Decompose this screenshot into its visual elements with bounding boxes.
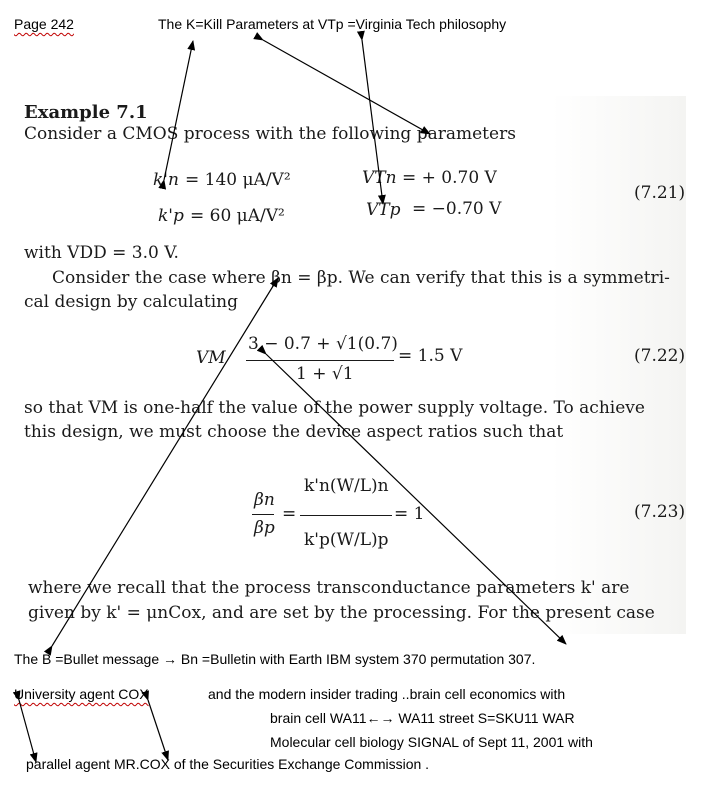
vm-result: = 1.5 V: [398, 346, 463, 366]
vdd-line: with VDD = 3.0 V.: [24, 243, 179, 263]
equation-number-721: (7.21): [634, 183, 686, 203]
equation-number-723: (7.23): [634, 502, 686, 522]
beta-fraction-bar: [252, 514, 274, 515]
arrow-university-left: [19, 700, 36, 762]
ratio-fraction-bar: [300, 515, 392, 516]
arrow-cox-to-mrcox: [148, 700, 168, 760]
ratio-denominator: k'p(W/L)p: [304, 530, 389, 550]
intro-text: Consider a CMOS process with the following parameters: [24, 124, 516, 144]
note-line-insider-trading: and the modern insider trading ..brain cell economics with: [208, 686, 566, 702]
kn-label: k'n: [153, 170, 179, 190]
paragraph-transconductance-line2: given by k' = μnCox, and are set by the processing. For the present case: [28, 603, 655, 623]
beta-n: βn: [254, 490, 275, 510]
note-line-bullet: The B =Bullet message → Bn =Bulletin with Earth IBM system 370 permutation 307.: [14, 651, 536, 667]
ratio-result: = 1: [394, 504, 425, 524]
paragraph-transconductance-line1: where we recall that the process transconductance parameters k' are: [28, 578, 630, 598]
ratio-numerator: k'n(W/L)n: [304, 476, 389, 496]
equals-sign: =: [282, 504, 297, 524]
note-line-brain-cell: brain cell WA11←→ WA11 street S=SKU11 WAR: [270, 710, 575, 726]
vm-label: VM: [196, 348, 226, 368]
vtn-label: VTn: [362, 168, 397, 188]
note-line-university-agent: University agent COX: [14, 686, 149, 702]
vm-numerator: 3 − 0.7 + √1(0.7): [248, 334, 398, 354]
page-label: Page 242: [14, 16, 74, 32]
paragraph-symmetric-line1: Consider the case where βn = βp. We can verify that this is a symmetri-: [52, 268, 670, 288]
paragraph-symmetric-line2: cal design by calculating: [24, 292, 238, 312]
paragraph-half-supply-line1: so that VM is one-half the value of the power supply voltage. To achieve: [24, 398, 645, 418]
kn-equation: = 140 μA/V²: [185, 170, 291, 190]
kp-label: k'p: [158, 206, 184, 226]
beta-p: βp: [254, 518, 275, 538]
vtp-label: VTp: [366, 200, 401, 220]
annotation-title: The K=Kill Parameters at VTp =Virginia Tech philosophy: [158, 16, 507, 32]
note-line-molecular-biology: Molecular cell biology SIGNAL of Sept 11, 2001 with: [270, 734, 593, 750]
kp-equation: = 60 μA/V²: [190, 206, 285, 226]
vm-fraction-bar: [246, 360, 394, 361]
note-line-parallel-agent: parallel agent MR.COX of the Securities Exchange Commission .: [26, 756, 430, 772]
paragraph-half-supply-line2: this design, we must choose the device aspect ratios such that: [24, 422, 564, 442]
vm-denominator: 1 + √1: [296, 364, 354, 384]
vtp-equation: = −0.70 V: [412, 199, 502, 219]
equation-number-722: (7.22): [634, 346, 686, 366]
vtn-equation: = + 0.70 V: [402, 168, 497, 188]
example-heading: Example 7.1: [24, 102, 148, 123]
